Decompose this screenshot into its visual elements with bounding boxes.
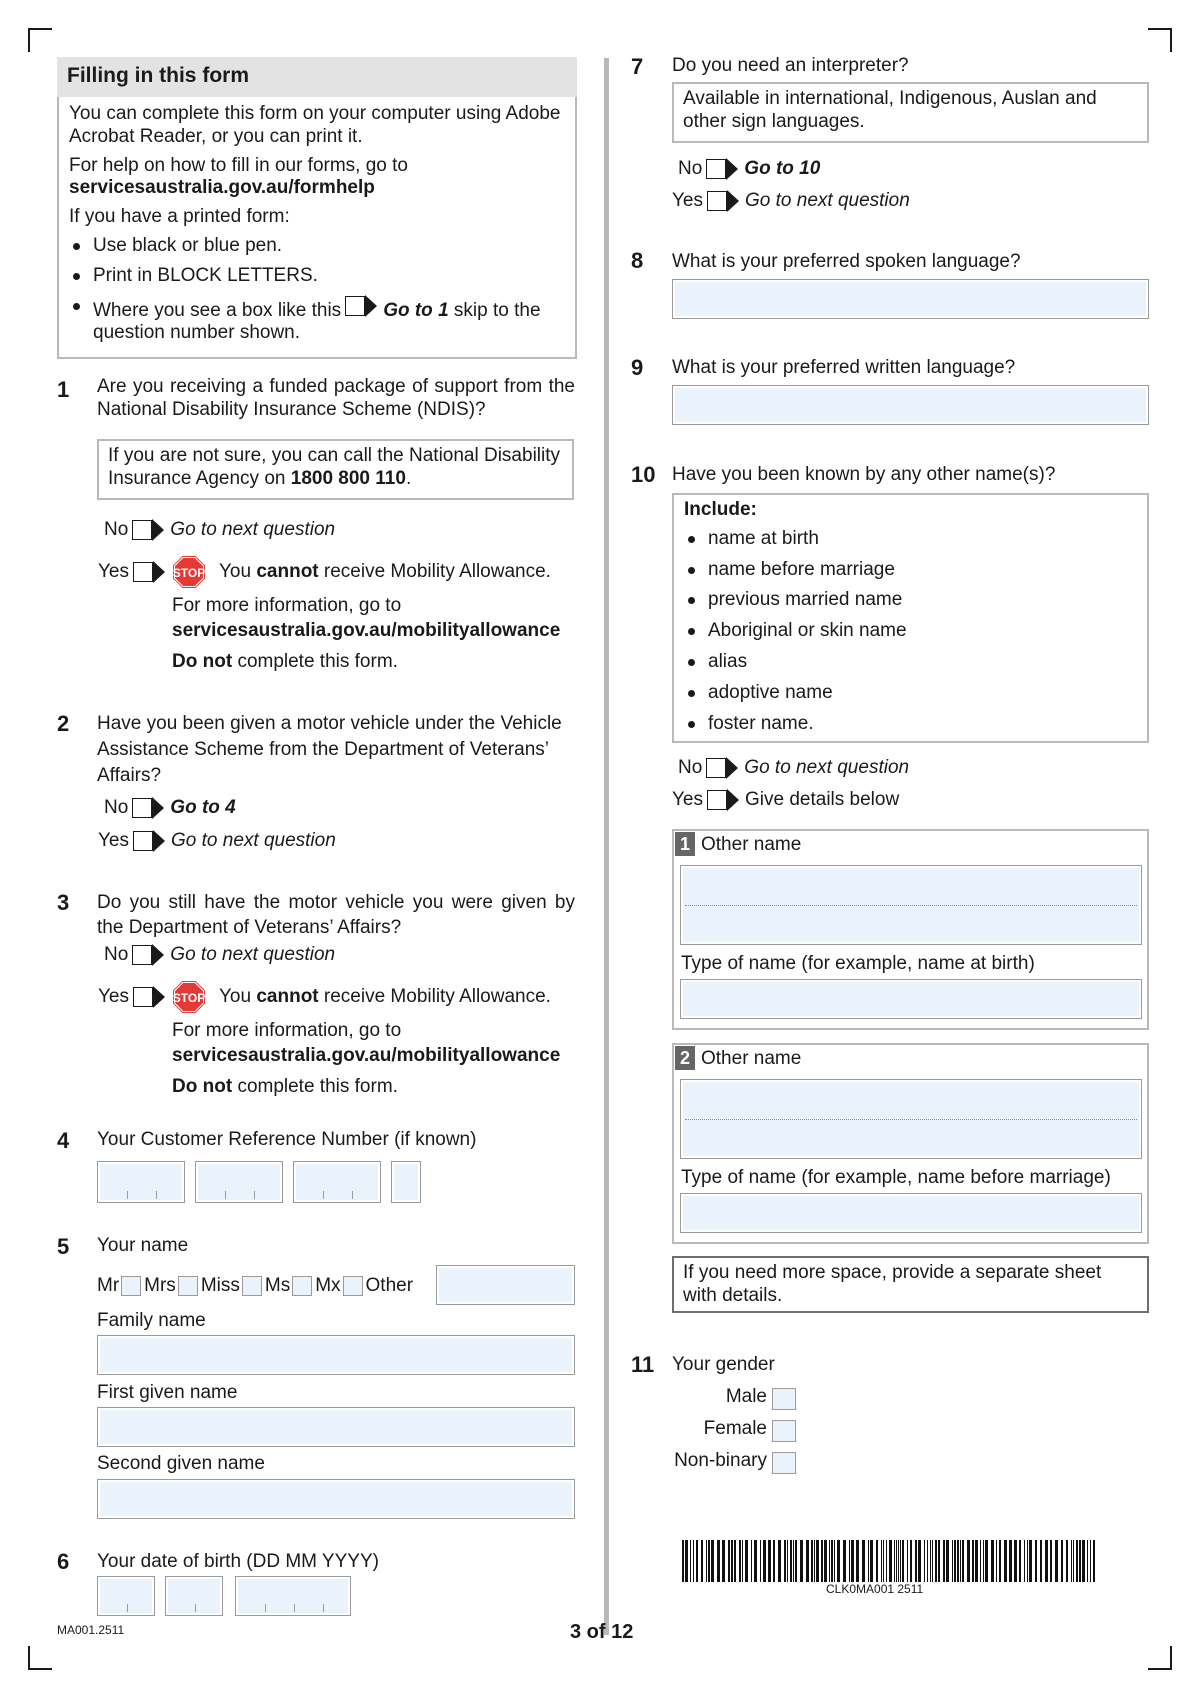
list-item: previous married name bbox=[684, 589, 1137, 612]
written-language-input[interactable] bbox=[672, 385, 1149, 425]
list-item: Print in BLOCK LETTERS. bbox=[69, 265, 565, 288]
include-note bbox=[672, 493, 1149, 743]
do-not-complete: Do not complete this form. bbox=[172, 651, 398, 672]
crop-mark-bottom-right bbox=[1148, 1646, 1172, 1670]
question-text: Have you been known by any other name(s)? bbox=[672, 464, 1056, 485]
mobility-allowance-link[interactable]: servicesaustralia.gov.au/mobilityallowance bbox=[172, 620, 561, 641]
other-name-2-label: Other name bbox=[701, 1048, 802, 1069]
question-text: Are you receiving a funded package of support from the National Disability Insurance Scheme (NDIS)? bbox=[97, 376, 575, 420]
q3-no-option: No Go to next question bbox=[104, 944, 336, 965]
type-of-name-1-label: Type of name (for example, name at birth) bbox=[681, 953, 1035, 974]
barcode-text: CLK0MA001 2511 bbox=[826, 1582, 924, 1596]
q1-yes-checkbox[interactable] bbox=[133, 561, 165, 583]
page-number: 3 of 12 bbox=[570, 1621, 634, 1643]
question-number: 8 bbox=[631, 248, 644, 273]
list-item: foster name. bbox=[684, 713, 1137, 736]
q3-yes-checkbox[interactable] bbox=[133, 986, 165, 1008]
question-text: Your gender bbox=[672, 1354, 775, 1375]
info-panel bbox=[57, 97, 577, 359]
svg-text:STOP: STOP bbox=[172, 991, 206, 1005]
question-text: Do you need an interpreter? bbox=[672, 55, 909, 76]
gender-female-label: Female bbox=[703, 1418, 767, 1439]
title-mrs-checkbox[interactable] bbox=[178, 1276, 198, 1296]
q1-no-option: No Go to next question bbox=[104, 519, 336, 540]
svg-text:STOP: STOP bbox=[172, 566, 206, 580]
family-name-input[interactable] bbox=[97, 1335, 575, 1375]
q7-yes-checkbox[interactable] bbox=[707, 190, 739, 212]
dob-year-input[interactable] bbox=[235, 1576, 351, 1616]
ndia-phone: 1800 800 110 bbox=[290, 467, 406, 489]
question-number: 9 bbox=[631, 355, 644, 380]
first-given-name-label: First given name bbox=[97, 1382, 238, 1403]
more-space-note: If you need more space, provide a separate sheet with details. bbox=[672, 1256, 1149, 1313]
dob-month-input[interactable] bbox=[165, 1576, 223, 1616]
question-text: Your Customer Reference Number (if known) bbox=[97, 1129, 477, 1150]
spoken-language-input[interactable] bbox=[672, 279, 1149, 319]
type-of-name-2-input[interactable] bbox=[680, 1193, 1142, 1233]
crn-field-2[interactable] bbox=[195, 1161, 283, 1203]
stop-icon bbox=[171, 554, 207, 590]
list-item: Where you see a box like this Go to 1 skip to the question number shown. bbox=[69, 295, 565, 346]
include-list bbox=[684, 528, 1137, 736]
list-item: adoptive name bbox=[684, 682, 1137, 705]
q2-no-checkbox[interactable] bbox=[132, 797, 164, 819]
q2-yes-checkbox[interactable] bbox=[133, 830, 165, 852]
title-mr-checkbox[interactable] bbox=[121, 1276, 141, 1296]
question-number: 6 bbox=[57, 1549, 70, 1574]
stop-message: You cannot receive Mobility Allowance. bbox=[219, 560, 551, 582]
type-of-name-2-label: Type of name (for example, name before marriage) bbox=[681, 1167, 1111, 1188]
other-name-1-label: Other name bbox=[701, 834, 802, 855]
question-text: Have you been given a motor vehicle under the Vehicle Assistance Scheme from the Department of Veterans’ Affairs? bbox=[97, 713, 562, 786]
more-info-text: For more information, go to bbox=[172, 595, 402, 616]
question-text: What is your preferred written language? bbox=[672, 357, 1016, 378]
second-given-name-label: Second given name bbox=[97, 1453, 265, 1474]
gender-non-binary-checkbox[interactable] bbox=[772, 1452, 796, 1474]
q3-yes-option: Yes STOP You cannot receive Mobility Allowance. bbox=[98, 979, 551, 1015]
list-item: name at birth bbox=[684, 528, 1137, 551]
title-other-input[interactable] bbox=[436, 1265, 575, 1305]
info-printed: If you have a printed form: bbox=[69, 206, 290, 228]
column-divider bbox=[604, 58, 609, 1635]
other-name-1-number: 1 bbox=[675, 832, 695, 856]
gender-non-binary-label: Non-binary bbox=[674, 1450, 767, 1471]
first-given-name-input[interactable] bbox=[97, 1407, 575, 1447]
q7-no-option: No Go to 10 bbox=[678, 158, 821, 179]
mobility-allowance-link[interactable]: servicesaustralia.gov.au/mobilityallowance bbox=[172, 1045, 561, 1066]
title-miss-checkbox[interactable] bbox=[242, 1276, 262, 1296]
crop-mark-bottom-left bbox=[28, 1646, 52, 1670]
more-info-text: For more information, go to bbox=[172, 1020, 402, 1041]
crop-mark-top-left bbox=[28, 28, 52, 52]
barcode bbox=[680, 1540, 1100, 1582]
question-number: 10 bbox=[631, 462, 656, 487]
q1-yes-option: Yes STOP You cannot receive Mobility Allowance. bbox=[98, 554, 551, 590]
question-number: 3 bbox=[57, 890, 70, 915]
info-help: For help on how to fill in our forms, go to servicesaustralia.gov.au/formhelp bbox=[69, 154, 408, 199]
other-name-2-input[interactable] bbox=[680, 1079, 1142, 1159]
form-code: MA001.2511 bbox=[57, 1623, 125, 1637]
q10-no-option: No Go to next question bbox=[678, 757, 910, 778]
question-number: 11 bbox=[631, 1352, 655, 1377]
question-text: Your date of birth (DD MM YYYY) bbox=[97, 1551, 379, 1572]
type-of-name-1-input[interactable] bbox=[680, 979, 1142, 1019]
question-number: 1 bbox=[57, 377, 70, 402]
do-not-complete: Do not complete this form. bbox=[172, 1076, 398, 1097]
dob-day-input[interactable] bbox=[97, 1576, 155, 1616]
list-item: Use black or blue pen. bbox=[69, 235, 565, 258]
info-note: If you are not sure, you can call the National Disability Insurance Agency on 1800 800 110. bbox=[97, 439, 574, 500]
stop-icon bbox=[171, 979, 207, 1015]
stop-message: You cannot receive Mobility Allowance. bbox=[219, 985, 551, 1007]
other-name-1-input[interactable] bbox=[680, 865, 1142, 945]
other-name-2-number: 2 bbox=[675, 1046, 695, 1070]
q7-no-checkbox[interactable] bbox=[706, 158, 738, 180]
crn-field-1[interactable] bbox=[97, 1161, 185, 1203]
title-ms-checkbox[interactable] bbox=[292, 1276, 312, 1296]
gender-female-checkbox[interactable] bbox=[772, 1420, 796, 1442]
list-item: name before marriage bbox=[684, 559, 1137, 582]
crn-field-3[interactable] bbox=[293, 1161, 381, 1203]
gender-male-label: Male bbox=[725, 1386, 767, 1407]
question-text: What is your preferred spoken language? bbox=[672, 251, 1021, 272]
question-number: 5 bbox=[57, 1234, 70, 1259]
crn-field-4[interactable] bbox=[391, 1161, 421, 1203]
include-heading: Include: bbox=[684, 499, 757, 520]
question-number: 2 bbox=[57, 711, 70, 736]
q1-no-checkbox[interactable] bbox=[132, 519, 164, 541]
title-mx-checkbox[interactable] bbox=[343, 1276, 363, 1296]
question-number: 4 bbox=[57, 1128, 70, 1153]
list-item: Aboriginal or skin name bbox=[684, 620, 1137, 643]
skip-arrow-icon bbox=[345, 295, 377, 317]
question-text: Do you still have the motor vehicle you were given by the Department of Veterans’ Affairs? bbox=[97, 892, 575, 938]
info-bullet-list bbox=[69, 235, 565, 345]
formhelp-link[interactable]: servicesaustralia.gov.au/formhelp bbox=[69, 177, 375, 199]
title-options: Mr Mrs Miss Ms Mx Other bbox=[97, 1275, 414, 1296]
gender-male-checkbox[interactable] bbox=[772, 1388, 796, 1410]
list-item: alias bbox=[684, 651, 1137, 674]
q3-no-checkbox[interactable] bbox=[132, 944, 164, 966]
interpreter-note: Available in international, Indigenous, Auslan and other sign languages. bbox=[672, 82, 1149, 143]
q2-yes-option: Yes Go to next question bbox=[98, 830, 336, 851]
crop-mark-top-right bbox=[1148, 28, 1172, 52]
family-name-label: Family name bbox=[97, 1310, 206, 1331]
q10-yes-checkbox[interactable] bbox=[707, 789, 739, 811]
info-panel-heading: Filling in this form bbox=[57, 57, 577, 97]
q7-yes-option: Yes Go to next question bbox=[672, 190, 910, 211]
q10-yes-option: Yes Give details below bbox=[672, 789, 900, 810]
second-given-name-input[interactable] bbox=[97, 1479, 575, 1519]
q2-no-option: No Go to 4 bbox=[104, 797, 236, 818]
question-text: Your name bbox=[97, 1235, 189, 1256]
q10-no-checkbox[interactable] bbox=[706, 757, 738, 779]
info-paragraph: You can complete this form on your computer using Adobe Acrobat Reader, or you can print it. bbox=[69, 103, 561, 147]
question-number: 7 bbox=[631, 54, 644, 79]
